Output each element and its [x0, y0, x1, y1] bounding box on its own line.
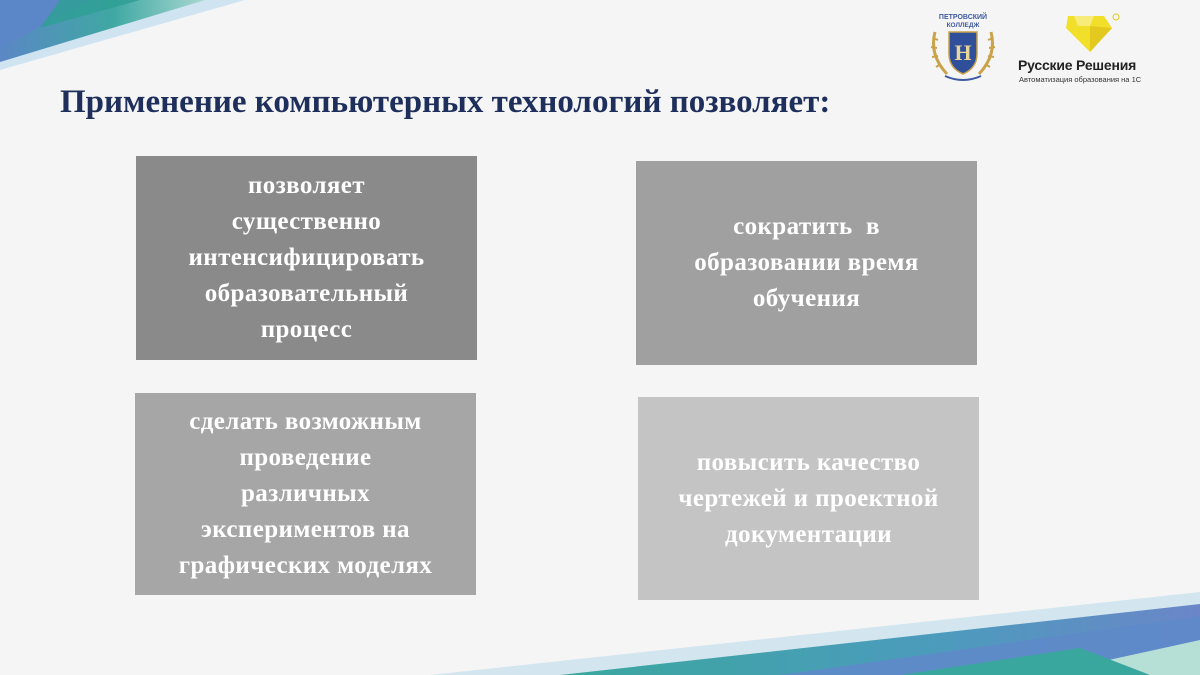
card-text [678, 445, 938, 553]
russian-solutions-tagline: Автоматизация образования на 1С [1019, 75, 1142, 84]
card-reduce-time [636, 161, 977, 365]
card-intensify-process [136, 156, 477, 360]
college-name-line1: ПЕТРОВСКИЙ [938, 14, 988, 21]
college-name-line2: КОЛЛЕДЖ [946, 22, 980, 29]
card-line: образовании время [694, 249, 919, 276]
card-line: обучения [752, 285, 861, 312]
college-emblem-icon [925, 10, 1001, 86]
svg-text:Н: Н [954, 40, 972, 65]
card-line: позволяет [248, 172, 365, 199]
card-line: повысить качество [696, 448, 921, 476]
russian-solutions-logo [1018, 12, 1158, 88]
card-line: существенно [231, 208, 382, 235]
card-experiments [135, 393, 476, 595]
card-drawing-quality [638, 397, 979, 600]
card-line: образовательный [204, 280, 409, 307]
card-line: проведение [239, 444, 372, 471]
russian-solutions-emblem-icon [1060, 12, 1120, 56]
card-line: сделать возможным [189, 408, 422, 435]
card-line: экспериментов на [201, 516, 410, 543]
card-line: процесс [260, 316, 353, 343]
card-line: сократить в [733, 213, 880, 240]
card-text [179, 404, 433, 584]
card-line: интенсифицировать [188, 244, 425, 271]
card-line: документации [725, 520, 892, 548]
card-line: графических моделях [178, 552, 433, 579]
bottom-right-stripes [430, 592, 1200, 675]
card-line: различных [240, 480, 370, 507]
college-logo [925, 10, 1001, 86]
top-left-stripes [0, 0, 245, 70]
russian-solutions-name: Русские Решения [1018, 57, 1137, 73]
card-text [694, 209, 919, 317]
card-line: чертежей и проектной [678, 484, 939, 512]
card-text [188, 168, 424, 348]
slide-title: Применение компьютерных технологий позволяет: [60, 84, 831, 120]
